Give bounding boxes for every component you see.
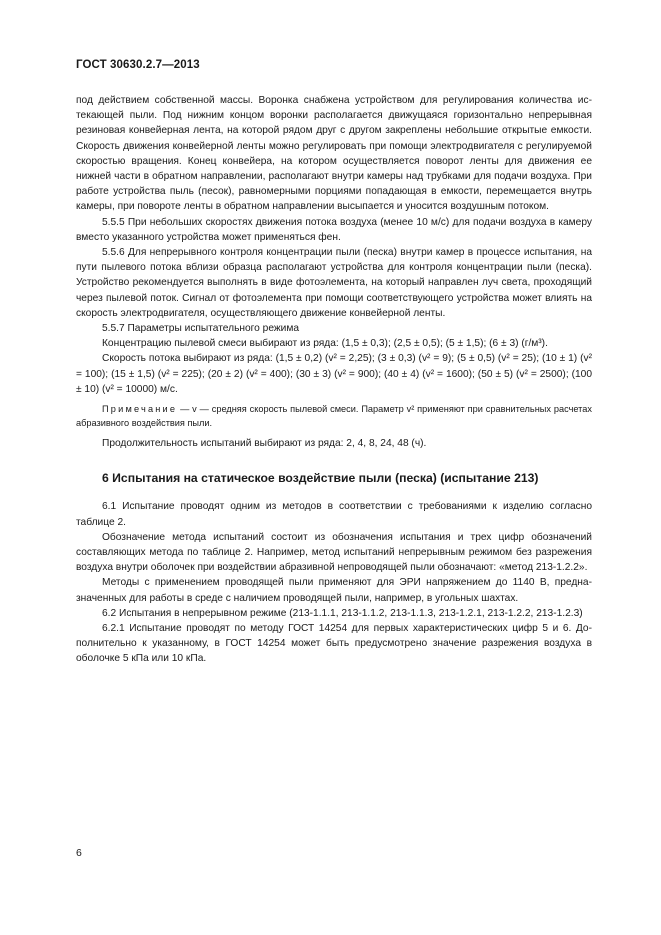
paragraph-6-2-1: 6.2.1 Испытание проводят по методу ГОСТ 14254 для первых характеристических цифр 5 и 6. Дополнительно к указанному, в ГОСТ 14254 может быть предусмотрено значение разрежения воздуха в оболочке 5 кПа или 10 кПа.	[76, 623, 592, 665]
note-text: — v — средняя скорость пылевой смеси. Параметр v² применяют при сравнительных расчетах абразивного воздействия пыли.	[76, 404, 592, 428]
section-heading-6: 6 Испытания на статическое воздействие пыли (песка) (испытание 213)	[102, 471, 539, 486]
paragraph-5-5-7: 5.5.7 Параметры испытательного режима	[102, 323, 300, 335]
paragraph-5-5-5: 5.5.5 При небольших скоростях движения потока воздуха (менее 10 м/с) для подачи воздуха в камеру вместо указанного устройства может применяться фен.	[76, 216, 592, 243]
page-number: 6	[76, 847, 82, 859]
note-label: Примечание	[102, 404, 178, 415]
paragraph-conductive-dust: Методы с применением проводящей пыли применяют для ЭРИ напряжением до 1140 В, предназначенных для работы в среде с наличием проводящей пыли, например, в угольных шахтах.	[76, 577, 592, 604]
paragraph-6-1: 6.1 Испытание проводят одним из методов в соответствии с требованиями к изделию согласно таблице 2.	[76, 501, 592, 528]
paragraph-duration: Продолжительность испытаний выбирают из ряда: 2, 4, 8, 24, 48 (ч).	[102, 438, 427, 450]
paragraph-5-5-6: 5.5.6 Для непрерывного контроля концентрации пыли (песка) внутри камер в процессе испытания, на пути пылевого потока вблизи образца располагают устройства для контроля концентрации пыли (песка). Устройство рекомендуется выполнять в виде фотоэлемента, на который направлен луч света, проходящий через пылевой поток. Сигнал от фотоэлемента при помощи соответствующего устройства может влиять на скорость электродвигателя, осуществляющего движение конвейерной ленты.	[76, 247, 592, 319]
paragraph-continuation: под действием собственной массы. Воронка снабжена устройством для регулирования количества истекающей пыли. Под нижним концом воронки располагается движущаяся горизонтально непрерывная резиновая конвейерная лента, на которой рядом друг с другом закреплены небольшие открытые емкости. Скорость движения конвейерной ленты можно регулировать при помощи электродвигателя с регулируемой скоростью вращения. Конец конвейера, на котором осуществляется поворот ленты для движения ее нижней части в обратном направлении, располагают внутри камеры над трубками для подачи воздуха. При работе устройства пыль (песок), равномерными порциями попадающая в емкости, перемещается внутрь камеры, при повороте ленты в обратном направлении высыпается и уносится воздушным потоком.	[76, 95, 592, 213]
paragraph-concentration: Концентрацию пылевой смеси выбирают из ряда: (1,5 ± 0,3); (2,5 ± 0,5); (5 ± 1,5); (6 ± 3) (г/м³).	[102, 338, 548, 350]
paragraph-method-designation: Обозначение метода испытаний состоит из обозначения испытания и трех цифр обозначений составляющих метода по таблице 2. Например, метод испытаний непрерывным режимом без разрежения воздуха внутри оболочек при воздействии абразивной непроводящей пыли обозначают: «метод 213-1.2.2».	[76, 531, 592, 574]
note	[76, 403, 592, 430]
paragraph-6-2: 6.2 Испытания в непрерывном режиме (213-1.1.1, 213-1.1.2, 213-1.1.3, 213-1.2.1, 213-1.2.2, 213-1.2.3)	[102, 607, 583, 619]
page-content	[76, 93, 592, 667]
paragraph-flow-speed: Скорость потока выбирают из ряда: (1,5 ± 0,2) (v² = 2,25); (3 ± 0,3) (v² = 9); (5 ± 0,5) (v² = 25); (10 ± 1) (v² = 100); (15 ± 1,5) (v² = 225); (20 ± 2) (v² = 400); (30 ± 3) (v² = 900); (40 ± 4) (v² = 1600); (50 ± 5) (v² = 2500); (100 ± 10) (v² = 10000) м/с.	[76, 353, 592, 395]
page-header-standard: ГОСТ 30630.2.7—2013	[76, 59, 200, 71]
